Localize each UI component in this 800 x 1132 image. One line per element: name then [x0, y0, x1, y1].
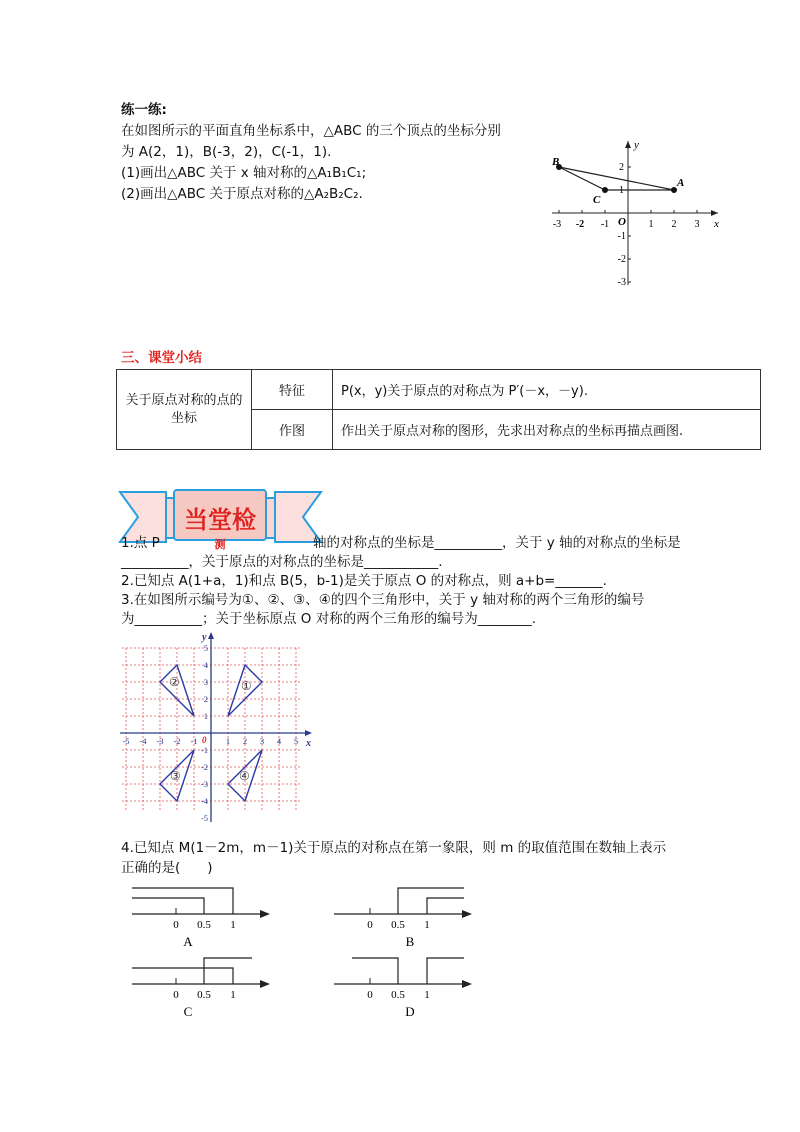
number-line-option-c [128, 950, 278, 1020]
exercise-1-start: 1.点 P [121, 535, 160, 551]
practice-line-1: 在如图所示的平面直角坐标系中，△ABC 的三个顶点的坐标分别 [121, 123, 501, 139]
x-tick: -1 [190, 736, 198, 746]
exercise-1-end: __________，关于原点的对称点的坐标是___________. [121, 554, 443, 570]
tick-label: 1 [230, 919, 236, 931]
label-o: O [618, 216, 626, 228]
triangle-abc-graph [548, 135, 728, 295]
x-tick: 4 [276, 736, 282, 746]
label-c: C [593, 194, 601, 206]
option-a-label: A [183, 934, 193, 949]
summary-row-label: 关于原点对称的点的坐标 [117, 370, 252, 450]
exercise-3-line-2: 为__________；关于坐标原点 O 对称的两个三角形的编号为________. [121, 611, 536, 627]
y-tick: -2 [617, 254, 626, 265]
x-tick: -3 [156, 736, 164, 746]
tick-label: 0 [367, 919, 373, 931]
practice-question-2: (2)画出△ABC 关于原点对称的△A₂B₂C₂. [121, 186, 363, 202]
summary-heading: 三、课堂小结 [121, 350, 202, 366]
y-tick: -5 [200, 813, 208, 823]
exercise-2: 2.已知点 A(1+a，1)和点 B(5，b-1)是关于原点 O 的对称点，则 a+b=_______. [121, 573, 607, 589]
banner-text: 当堂检 [184, 506, 256, 534]
x-tick: 3 [694, 219, 700, 230]
feature-text: P(x，y)关于原点的对称点为 P′(－x，－y). [333, 370, 761, 410]
tick-label: 0 [173, 919, 179, 931]
label-b: B [552, 156, 560, 168]
y-tick: -2 [200, 762, 208, 772]
y-tick: -3 [200, 779, 208, 789]
y-tick: 5 [203, 643, 208, 653]
y-axis-label: y [202, 632, 207, 643]
x-tick: -2 [575, 219, 585, 230]
y-tick: -1 [617, 231, 626, 242]
practice-title: 练一练: [121, 102, 167, 118]
tick-label: 0 [367, 989, 373, 1001]
draw-label: 作图 [252, 410, 333, 450]
number-line-option-a [128, 880, 278, 950]
draw-text: 作出关于原点对称的图形，先求出对称点的坐标再描点画图. [333, 410, 761, 450]
x-axis-arrow [711, 210, 718, 216]
x-tick: 5 [293, 736, 299, 746]
triangle-abc [559, 167, 674, 190]
triangle-4-label: ④ [239, 769, 250, 783]
y-tick: -3 [617, 277, 626, 288]
exercise-1-middle: 轴的对称点的坐标是__________，关于 y 轴的对称点的坐标是 [313, 535, 681, 551]
feature-label: 特征 [252, 370, 333, 410]
summary-table [116, 369, 761, 450]
y-tick: 4 [203, 660, 208, 670]
x-tick: 3 [259, 736, 265, 746]
x-axis-arrow [305, 730, 312, 736]
triangle-1-label: ① [241, 679, 252, 693]
point-c [602, 187, 608, 193]
x-tick: -5 [122, 736, 130, 746]
exercise-4-line-2: 正确的是( ) [121, 860, 213, 876]
x-tick: -2 [173, 736, 181, 746]
tick-label: 1 [230, 989, 236, 1001]
x-tick: 1 [225, 736, 231, 746]
exercise-4-line-1: 4.已知点 M(1－2m，m－1)关于原点的对称点在第一象限，则 m 的取值范围在数轴上表示 [121, 840, 667, 856]
exercise-3-line-1: 3.在如图所示编号为①、②、③、④的四个三角形中，关于 y 轴对称的两个三角形的编号 [121, 592, 645, 608]
banner-sub-text: 测 [214, 538, 226, 550]
origin-label: 0 [202, 735, 207, 745]
tick-label: 1 [424, 989, 430, 1001]
y-tick: 1 [619, 185, 624, 196]
x-axis-label: x [306, 738, 311, 749]
tick-label: 0.5 [197, 989, 211, 1001]
option-c-label: C [183, 1004, 193, 1019]
option-d-label: D [405, 1004, 415, 1019]
practice-question-1: (1)画出△ABC 关于 x 轴对称的△A₁B₁C₁; [121, 165, 367, 181]
tick-label: 0.5 [391, 989, 405, 1001]
label-a: A [677, 177, 685, 189]
x-axis-label: x [714, 218, 719, 230]
x-tick: 2 [671, 219, 677, 230]
y-tick: 3 [203, 677, 208, 687]
y-tick: -4 [200, 796, 208, 806]
x-tick: 1 [648, 219, 654, 230]
x-tick: -3 [552, 219, 562, 230]
y-axis-arrow [625, 141, 631, 148]
triangle-3-label: ③ [170, 769, 181, 783]
y-tick: 1 [203, 711, 208, 721]
option-b-label: B [405, 934, 415, 949]
practice-line-2: 为 A(2，1)，B(-3，2)，C(-1，1). [121, 144, 332, 160]
x-tick: 2 [242, 736, 248, 746]
y-tick: 2 [203, 694, 208, 704]
four-triangles-graph [118, 630, 318, 830]
y-axis-label: y [634, 139, 639, 151]
y-tick: -1 [200, 745, 208, 755]
triangle-2-label: ② [169, 675, 180, 689]
x-tick: -1 [600, 219, 610, 230]
tick-label: 0 [173, 989, 179, 1001]
y-axis-arrow [208, 632, 214, 639]
tick-label: 1 [424, 919, 430, 931]
y-tick: 2 [619, 162, 624, 173]
x-tick: -4 [139, 736, 147, 746]
number-line-option-b [330, 880, 480, 950]
tick-label: 0.5 [391, 919, 405, 931]
number-line-option-d [330, 950, 480, 1020]
tick-label: 0.5 [197, 919, 211, 931]
